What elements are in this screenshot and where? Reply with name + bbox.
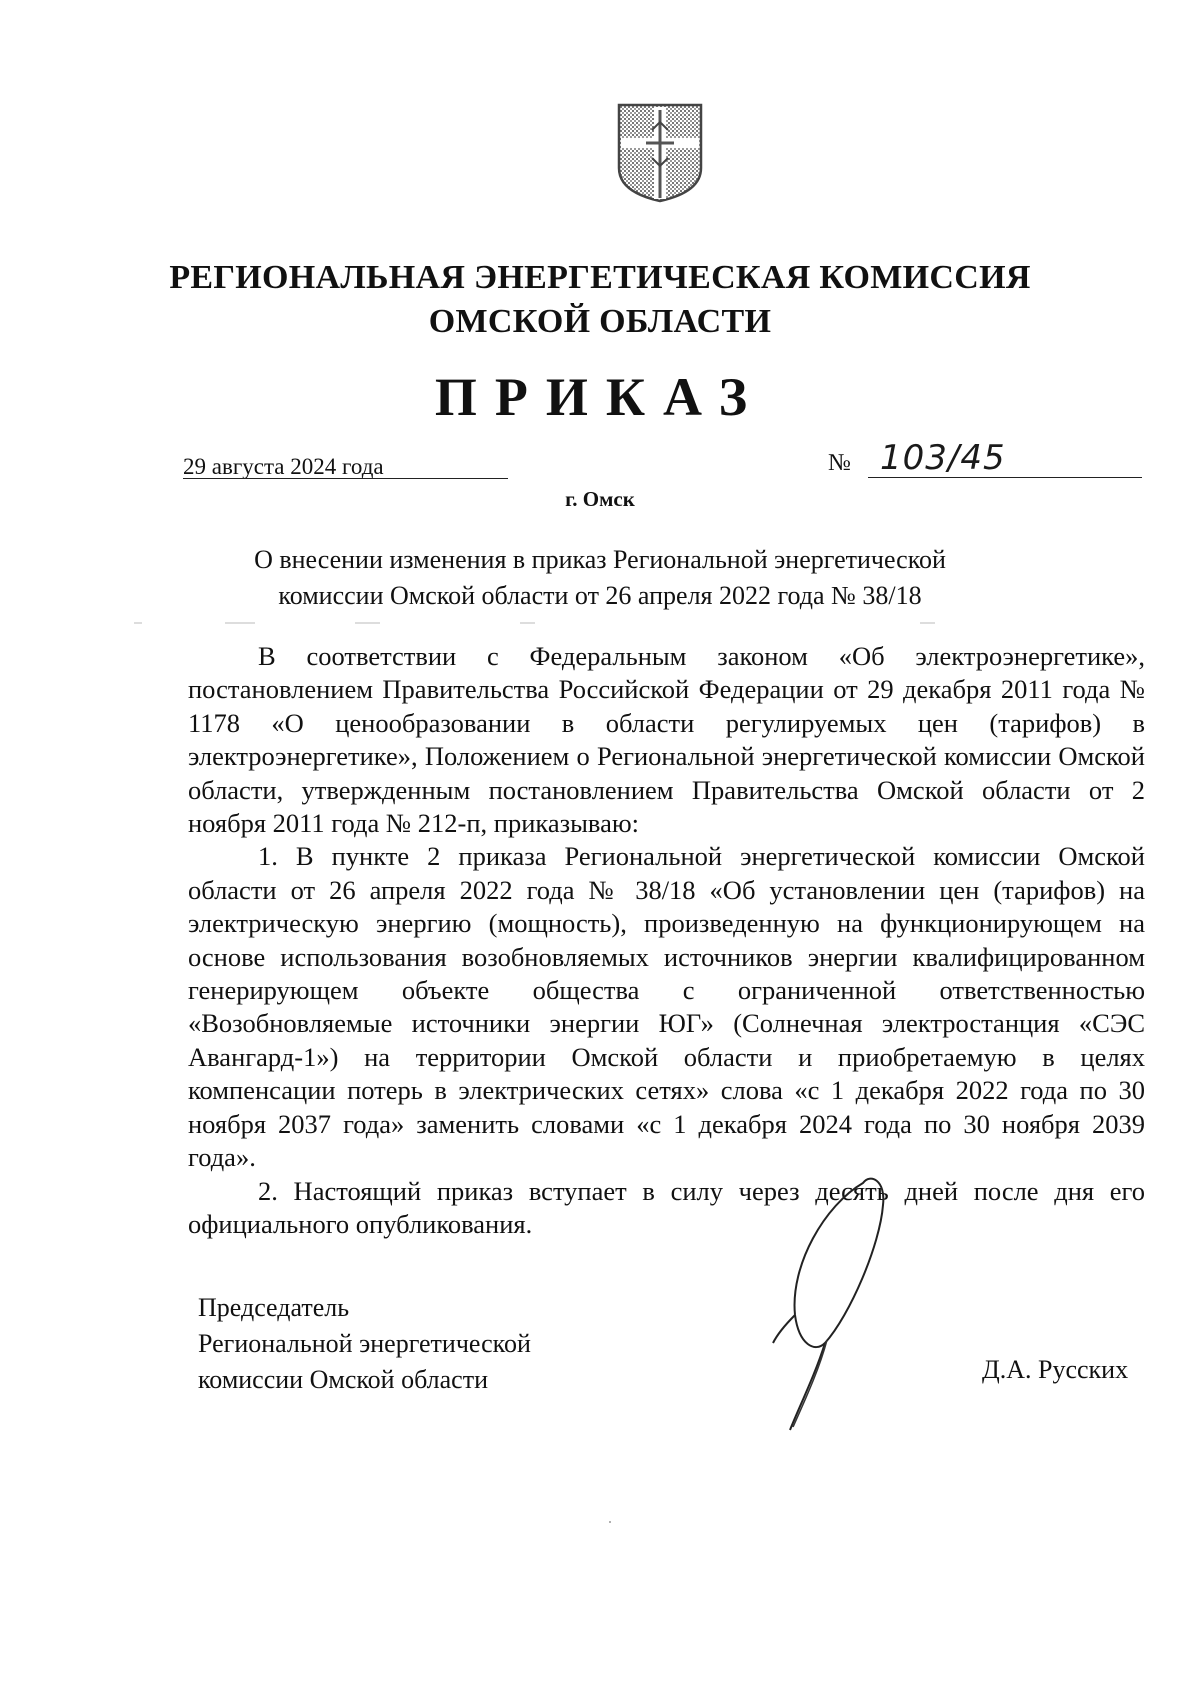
number-label: № [828,450,851,476]
signer-name: Д.А. Русских [982,1355,1129,1384]
item-2-paragraph: 2. Настоящий приказ вступает в силу через десять дней после дня его официального опубликования. [188,1175,1145,1239]
signer-title-line1: Председатель [198,1293,350,1322]
item-1-paragraph: 1. В пункте 2 приказа Региональной энергетической комиссии Омской области от 26 апреля 2022 года № 38/18 «Об установлении цен (тарифов) на электрическую энергию (мощность), произведенную на функционирующем на основе использования возобновляемых источников энергии квалифицированном генерирующем объекте общества с ограниченной ответственностью «Возобновляемые источники энергии ЮГ» (Солнечная электростанция «СЭС Авангард-1») на территории Омской области и приобретаемую в целях компенсации потерь в электрических сетях» слова «с 1 декабря 2022 года по 30 ноября 2037 года» заменить словами «с 1 декабря 2024 года по 30 ноября 2039 года». [188,841,1145,1173]
organization-title-line2: ОМСКОЙ ОБЛАСТИ [428,303,772,340]
signer-title-line3: комиссии Омской области [198,1365,488,1394]
document-number: 103/45 [880,438,1006,478]
preamble-paragraph: В соответствии с Федеральным законом «Об электроэнергетике», постановлением Правительства Российской Федерации от 29 декабря 2011 года № 1178 «О ценообразовании в области регулируемых цен (тарифов) в электроэнергетике», Положением о Региональной энергетической комиссии Омской области, утвержденным постановлением Правительства Омской области от 2 ноября 2011 года № 212-п, приказываю: [188,641,1145,839]
subject-line2: комиссии Омской области от 26 апреля 2022 года № 38/18 [278,581,922,610]
document-date: 29 августа 2024 года [183,454,384,479]
signer-title-line2: Региональной энергетической [198,1329,531,1358]
document-type: ПРИКАЗ [434,367,766,427]
subject-line1: О внесении изменения в приказ Региональной энергетической [254,545,946,574]
organization-title-line1: РЕГИОНАЛЬНАЯ ЭНЕРГЕТИЧЕСКАЯ КОМИССИЯ [169,259,1031,296]
city: г. Омск [565,487,635,511]
